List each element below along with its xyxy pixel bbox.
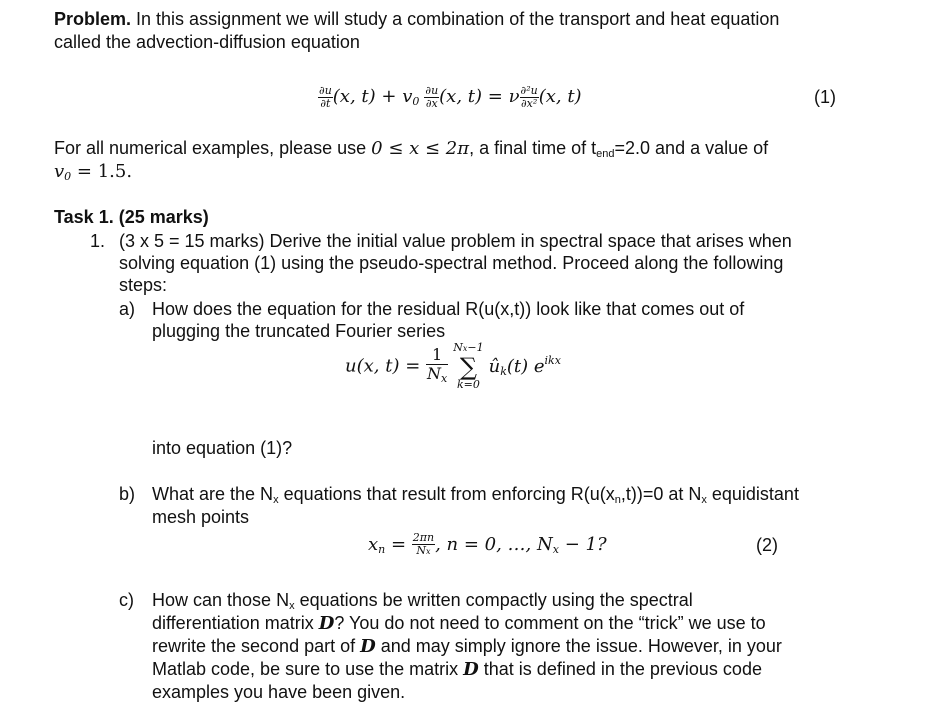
partial-u-partial-x: $\frac{\partial u}{\partial x}$ (425, 83, 439, 110)
part-c-line5: examples you have been given. (152, 682, 406, 702)
summation: Nx−1 ∑ k=0 (453, 341, 484, 391)
part-c-line3: rewrite the second part of D and may simply ignore the issue. However, in your (152, 636, 782, 657)
problem-intro-line1: Problem. In this assignment we will study a combination of the transport and heat equation (54, 9, 780, 29)
part-b-line2: mesh points (152, 507, 250, 527)
task-title: Task 1. (25 marks) (54, 207, 209, 227)
part-a-line3: into equation (1)? (152, 438, 293, 458)
equation-1: $\frac{\partial u}{\partial t}$ (x, $t) + v_0$ $\frac{\partial u}{\partial x}$ (x, t) = ν $\frac{\text{∂²u}}{\text{∂x²}}$ (x, t) (319, 83, 582, 110)
equation-2: $x_n$ = $\frac{2\pi n}{Nx}$ , n = 0, …, $N_x - 1$? (368, 531, 607, 558)
fourier-series: u(x, t) = $\frac{1}{N_x}$ Nx−1 ∑ k=0 $û_k(t)$ $e^{ikx}$ (345, 341, 561, 391)
part-c-line1: How can those $N_x$ equations be written compactly using the spectral (152, 590, 693, 612)
part-c-line4: Matlab code, be sure to use the matrix D that is defined in the previous code (152, 659, 762, 680)
part-c-line2: differentiation matrix D? You do not need to comment on the “trick” we use to (152, 613, 766, 634)
partial-u-partial-t: $\frac{\partial u}{\partial t}$ (319, 83, 332, 110)
problem-intro-line2: called the advection-diffusion equation (54, 32, 360, 52)
part-a-label: a) (119, 299, 136, 319)
equation-number-2: (2) (756, 535, 778, 555)
two-pi-n-over-Nx: $\frac{2\pi n}{Nx}$ (412, 531, 435, 558)
second-partial-u-x: $\frac{\text{∂²u}}{\text{∂x²}}$ (520, 83, 538, 110)
part-b-line1: What are the $N_x$ equations that result from enforcing $R(u(x_n,t))=0$ at $N_x$ equidistant (152, 484, 799, 506)
part-a-line2: plugging the truncated Fourier series (152, 321, 446, 341)
problem-label: Problem. (54, 9, 132, 29)
part-c-label: c) (119, 590, 134, 610)
equation-number-1: (1) (814, 87, 836, 107)
part-b-label: b) (119, 484, 136, 504)
item-line3: steps: (119, 275, 168, 295)
one-over-Nx: $\frac{1}{N_x}$ (427, 344, 448, 385)
item-line2: solving equation (1) using the pseudo-spectral method. Proceed along the following (119, 253, 784, 273)
item-line1: (3 x 5 = 15 marks) Derive the initial value problem in spectral space that arises when (119, 231, 792, 251)
numerics-line2: $v_0 = 1.5$. (54, 161, 133, 183)
part-a-line1: How does the equation for the residual R(u(x,t)) look like that comes out of (152, 299, 745, 319)
numerics-line1: For all numerical examples, please use 0 ≤ x ≤ 2π, a final time of $t_{end}=2.0$ and a value of (54, 138, 769, 160)
item-number: 1. (90, 231, 106, 251)
